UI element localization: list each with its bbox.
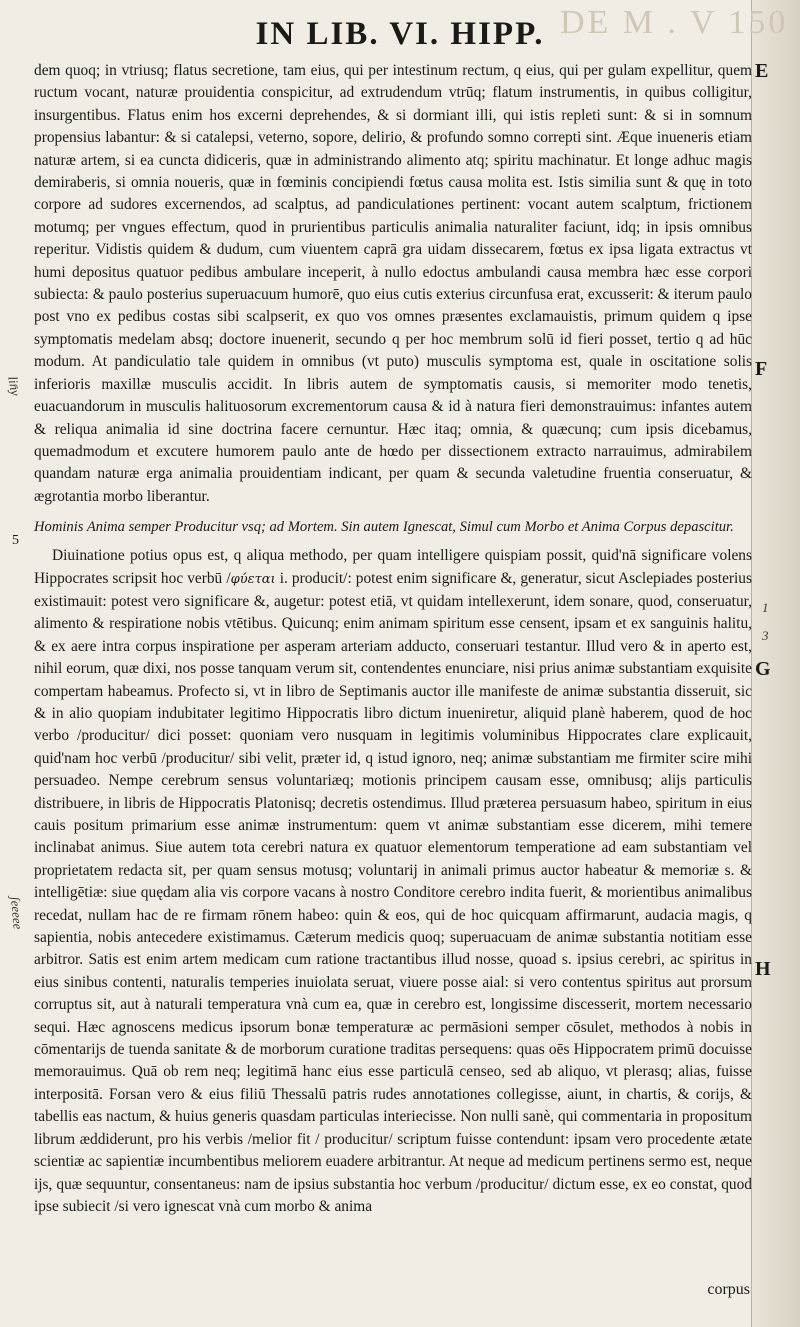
margin-letter-f: F: [755, 358, 768, 380]
section-heading: Hominis Anima semper Producitur vsq; ad Mortem. Sin autem Ignescat, Simul cum Morbo et Anima Corpus depascitur.: [34, 519, 734, 536]
handwritten-mark-right-2: 3: [762, 628, 769, 643]
margin-letter-e: E: [755, 60, 769, 82]
margin-letter-h: H: [755, 958, 771, 980]
running-header: IN LIB. VI. HIPP.: [255, 16, 545, 52]
section-number: 5: [12, 533, 19, 548]
handwritten-margin-note-lower: ʃeeeee: [7, 896, 26, 930]
paragraph-2-part-1: Diuinatione potius opus est, q aliqua methodo, per quam intelligere quispiam possit, quid'nā significare volens Hippocrates scripsit hoc verbū /: [34, 547, 752, 587]
paragraph-2-part-2: i. producit/: potest enim significare &, generatur, sicut Asclepiades posterius existimauit: potest vero significare &, augetur: potest etiā, vt quidam intellexerunt, idem sonare, quod, conseruatur, alimento & respiratione nobis vtētibus. Quicunq; enim animam spiritum esse censent, ipsam et ex sanguinis halitu, & ex aere intra corpus inspiratione per asperam arteriam adducto, conseruari testantur. Illud vero & in aperto est, nihil eorum, quæ dixi, nos posse tanquam verum sit, contendentes enunciare, nisi prius animæ substantiam exquisite compertam habeamus. Profecto si, vt in libro de Septimanis auctor ille manifeste de animæ substantia disseruit, sic & in alio quopiam indubitater legitimo Hippocratis libro dictum inueniretur, aliquid planè haberem, quod de hoc verbo /producitur/ dici posset: quoniam vero nusquam in legitimis voluminibus Hippocrates clare explicauit, quid'nam hoc verbū /producitur/ sibi velit, præter id, q istud ignoro, neq; animæ substantiam me firmiter scire mihi persuadeo. Nempe cerebrum sensus voluntariæq; motionis principem causam esse, omnibusq; alijs particulis distribuere, in libris de Hippocratis Platonisq; decretis ostendimus. Illud præterea persuasum habeo, spiritum in eius cauis positum primarium esse animæ instrumentum: quem vt animæ substantiam esse dicerem, mihi temere inclinabat animus. Siue autem tota cerebri natura ex quatuor elementorum temperatione ad eam substantiam vel proprietatem redacta sit, per quam sensus motusq; voluntarij in animali primus auctor habeatur & memoriæ s. & intelligētiæ: siue quędam alia vis corpore vacans à nostro Conditore cerebro indita fuerit, & morientibus animalibus recedat, nullam hac de re firmam rōnem habeo: quin & eos, qui de hoc quicquam affirmarunt, audacia magis, q sapientia, nobis antecedere existimamus. Cæterum medicis quoq; superuacuam de animæ substantia notitiam esse arbitror. Satis est enim artem medicam cum ratione tractantibus illud nosse, quoad s. ipsius cerebri, ac spiritus in eius sinibus contenti, naturalis temperies inuiolata seruat, viuere posse aial: si vero contentus spiritus aut prorsum corruptus sit, aut à naturali temperatura vnà cum ea, quæ in cerebro est, longissime discesserit, mortem necessario sequi. Hæc agnoscens medicus ipsorum bonæ temperaturæ ac permāsioni semper cōsulet, methodos à nobis in cōmentarijs de tuenda sanitate & de morborum curatione traditas persequens: quas oēs Hippocratem primū docuisse memorauimus. Quā ob rem neq; legitimā hanc eius esse particulā censeo, sed ab aliquo, vt plerasq; alias, fuisse interpositā. Forsan vero & eius filiū Thessalū patris rudes annotationes collegisse, aiunt, in chartis, & corijs, & tabellis eas nactum, & huius generis quasdam particulas interiecisse. Non nulli sanè, qui commentaria in propositum librum æddiderunt, pro his verbis /melior fit / producitur/ scriptum fuisse contendunt: ipsam vero procedente ætate scientiæ ac sapientiæ incumbentibus meliorem euadere arbitrantur. At neque ad medicum pertinens sermo est, neque ijs, quæ sequuntur, consentaneus: nam de ipsius substantia hoc verbum /producitur/ dictum esse, ex eo constat, quod ipse subiecit /si vero ignescat vnà cum morbo & anima: [34, 569, 752, 1215]
main-text-column: [34, 60, 752, 1218]
greek-word: φύεται: [230, 571, 276, 587]
catchword: corpus: [707, 1281, 750, 1298]
handwritten-mark-right-1: 1: [762, 600, 769, 615]
bleed-through-text: DE M . V 150: [560, 4, 789, 41]
handwritten-margin-note: lin̄y: [5, 375, 24, 397]
paragraph-1: dem quoq; in vtriusq; flatus secretione, tam eius, qui per intestinum rectum, q eius, qui per gulam expellitur, quem ructum vocant, naturæ prouidentia conspicitur, ad extrudendum vtrūq; flatum instrumentis, in quibus colligitur, insurgentibus. Flatus enim hos excerni deprehendes, & si dormiant illi, qui istis repleti sunt: & si in somnum propensius labantur: & si catalepsi, veterno, sopore, delirio, & profundo somno correpti sint. Æque inueneris etiam naturæ artem, si ea cuncta didiceris, quæ in administrando alimento atq; spiritu machinatur. Et longe adhuc magis demiraberis, si omnia noueris, quæ in fœminis concipiendi fœtus causa molita est. Istis similia sunt & quę in toto corpore ad sudores excernendos, ad scalptus, ad pandiculationes pertinent: vocant autem scalptum, frictionem motumq; per vngues effectum, quod in prurientibus particulis animalia naturaliter faciunt, idq; in ipsis omnibus reperitur. Vidistis quidem & dudum, cum viuentem caprā gra uidam dissecarem, fœtus ex ipsa ligata extractus vt humi depositus quatuor pedibus ambulare inceperit, à nullo edoctus ambulandi causa membra hæc esse corpori subiecta: & paulo posterius superuacuum humorē, quo eius cutis exterius circunfusa erat, excusserit: & iterum paulo post vno ex pedibus costas sibi scalpserit, ex quo vos omnes præsentes exclamauistis, primum quidem q ipse symptomatis medelam absq; doctore inuenerit, secundo q per hoc membrum solū id fieri posset, tertio q ad hūc modum. At pandiculatio tale quidem in omnibus (vt puto) musculis symptoma est, quale in oscitatione solis inferioris maxillæ musculis accidit. In libris autem de symptomatis causis, si memoriter modo tenetis, euacuandorum in musculis halituosorum excrementorum causa & id à natura fieri demonstrauimus: infantes autem & reliqua animalia id sine doctrina facere cernuntur. Hæc itaq; omnia, & quæcunq; cum ipsis dicebamus, quemadmodum et excutere humorem paulo ante de hœdo per dissectionem extracto narrauimus, admirabilem quandam naturæ erga animalia prouidentiam indicant, per quam & secunda valetudine fruentia conseruatur, & ægrotantia morbo liberantur.: [34, 62, 752, 505]
paragraph-2: [34, 545, 752, 1218]
margin-letter-g: G: [755, 658, 771, 680]
